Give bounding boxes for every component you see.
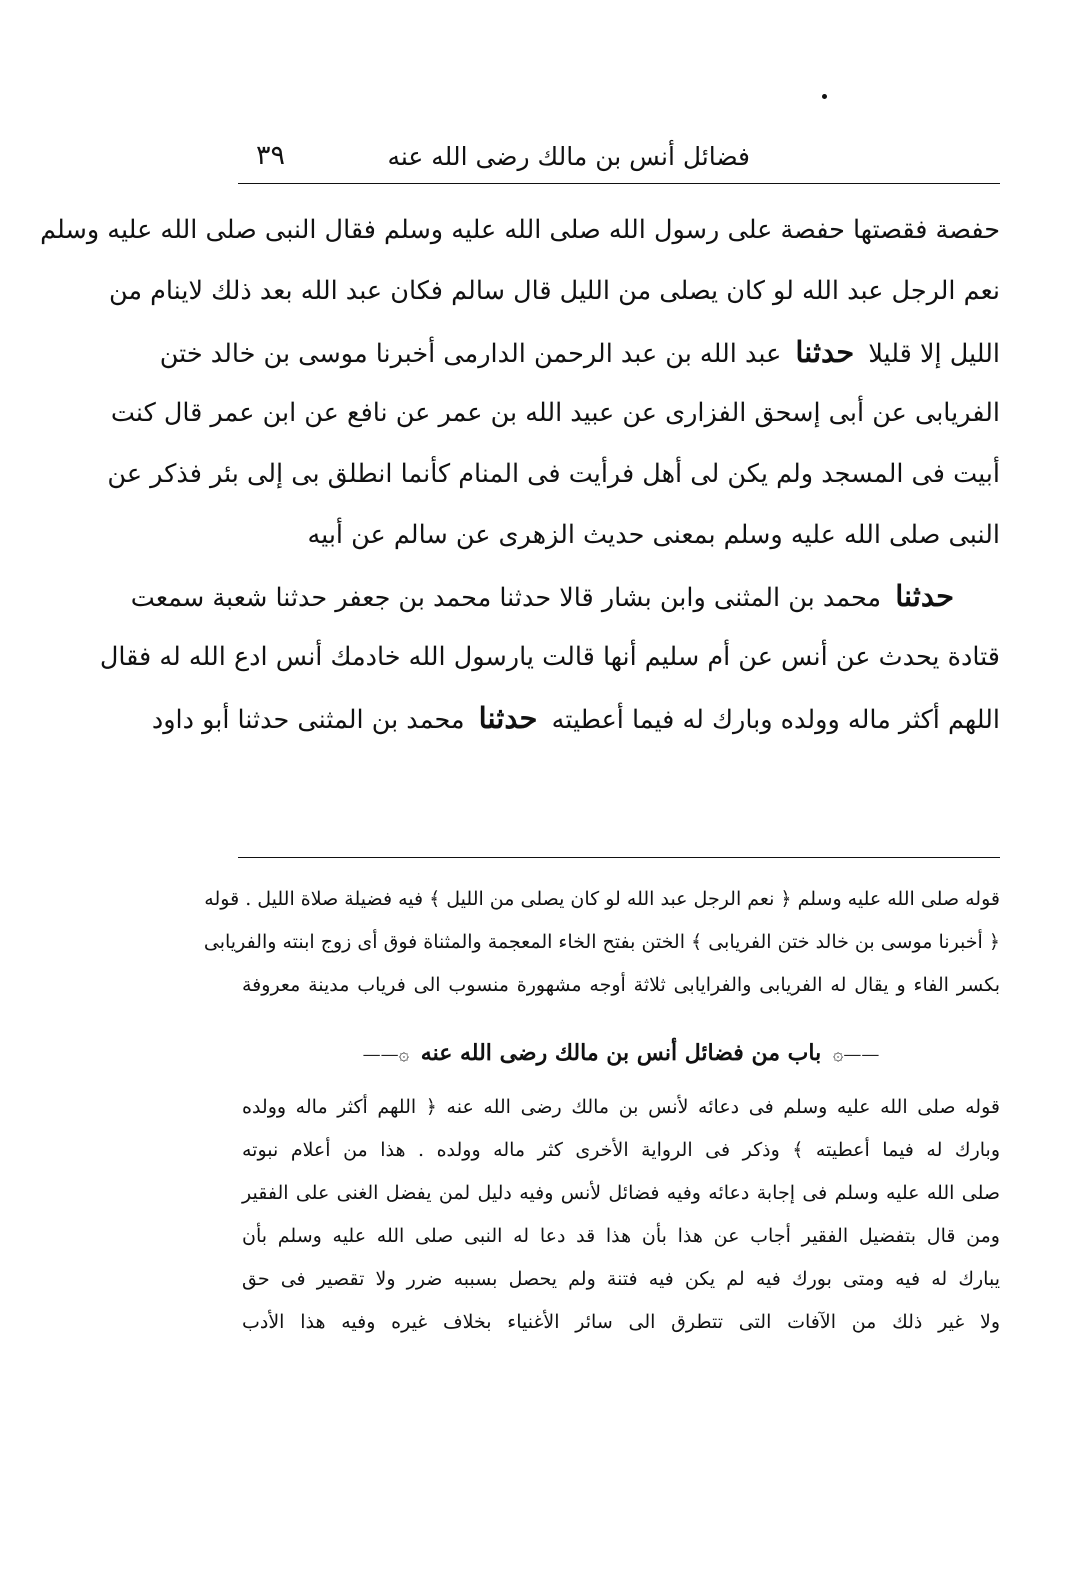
- hadith-line-segment: اللهم أكثر ماله وولده وبارك له فيما أعطيته: [551, 705, 1000, 735]
- commentary-line: ولا غير ذلك من الآفات التى تتطرق الى سائر الأغنياء بخلاف غيره وفيه هذا الأدب: [242, 1311, 1000, 1333]
- hadith-line: [159, 322, 1000, 383]
- hadith-line: أبيت فى المسجد ولم يكن لى أهل فرأيت فى المنام كأنما انطلق بى إلى بئر فذكر عن: [107, 459, 1000, 489]
- ornament-right: ——۞: [832, 1044, 880, 1065]
- commentary-line: ﴿ أخبرنا موسى بن خالد ختن الفريابى ﴾ الختن بفتح الخاء المعجمة والمثناة فوق أى زوج ابنته والفريابى: [203, 931, 1000, 953]
- hadith-line: النبى صلى الله عليه وسلم بمعنى حديث الزهرى عن سالم عن أبيه: [307, 520, 1000, 550]
- commentary-block: [203, 878, 1000, 1007]
- hadith-line: حفصة فقصتها حفصة على رسول الله صلى الله عليه وسلم فقال النبى صلى الله عليه وسلم: [40, 215, 1000, 245]
- commentary-line: بكسر الفاء و يقال له الفريابى والفرايابى ثلاثة أوجه مشهورة منسوب الى فرياب مدينة معروفة: [242, 974, 1000, 996]
- haddathana-mark: حدثنا: [795, 335, 855, 369]
- chapter-title: باب من فضائل أنس بن مالك رضى الله عنه: [420, 1040, 822, 1066]
- hadith-line: قتادة يحدث عن أنس عن أم سليم أنها قالت يارسول الله خادمك أنس ادع الله له فقال: [99, 642, 1000, 672]
- commentary-line: صلى الله عليه وسلم فى إجابة دعائه وفيه فضائل لأنس وفيه دليل لمن يفضل الغنى على الفقير: [242, 1182, 1000, 1204]
- chapter-commentary-block: [242, 1086, 1000, 1344]
- ornament-left: ۞——: [362, 1044, 410, 1065]
- hadith-line-segment: محمد بن المثنى وابن بشار قالا حدثنا محمد بن جعفر حدثنا شعبة سمعت: [130, 583, 882, 613]
- hadith-line: الفريابى عن أبى إسحق الفزارى عن عبيد الله بن عمر عن نافع عن ابن عمر قال كنت: [110, 398, 1000, 428]
- hadith-text-block: [40, 200, 1000, 749]
- commentary-line: يبارك له فيه ومتى بورك فيه لم يكن فيه فتنة ولم يحصل بسببه ضرر ولا تقصير فى حق: [242, 1268, 1000, 1290]
- hadith-line-segment: محمد بن المثنى حدثنا أبو داود: [151, 705, 465, 735]
- running-title: فضائل أنس بن مالك رضى الله عنه: [387, 142, 750, 171]
- haddathana-mark: حدثنا: [895, 579, 954, 613]
- commentary-line: ومن قال بتفضيل الفقير أجاب عن هذا بأن هذا قد دعا له النبى صلى الله عليه وسلم بأن: [242, 1225, 1000, 1247]
- haddathana-mark: حدثنا: [478, 701, 538, 735]
- running-header: [238, 138, 1000, 182]
- hadith-line: نعم الرجل عبد الله لو كان يصلى من الليل قال سالم فكان عبد الله بعد ذلك لاينام من: [108, 276, 1000, 306]
- header-rule: [238, 183, 1000, 184]
- commentary-rule: [238, 857, 1000, 858]
- commentary-line: وبارك له فيما أعطيته ﴾ وذكر فى الرواية الأخرى كثر ماله وولده . هذا من أعلام نبوته: [242, 1139, 1000, 1161]
- page-speck: [822, 94, 827, 99]
- hadith-line-segment: عبد الله بن عبد الرحمن الدارمى أخبرنا موسى بن خالد ختن: [159, 339, 782, 369]
- hadith-line-segment: الليل إلا قليلا: [868, 339, 1000, 369]
- commentary-line: قوله صلى الله عليه وسلم فى دعائه لأنس بن مالك رضى الله عنه ﴿ اللهم أكثر ماله وولده: [242, 1096, 1000, 1118]
- hadith-line: [151, 688, 1000, 749]
- chapter-heading: [242, 1030, 1000, 1076]
- commentary-line: قوله صلى الله عليه وسلم ﴿ نعم الرجل عبد الله لو كان يصلى من الليل ﴾ فيه فضيلة صلاة الليل . قوله: [204, 888, 1000, 910]
- hadith-line: [130, 566, 1000, 627]
- page-number: ٣٩: [256, 140, 286, 171]
